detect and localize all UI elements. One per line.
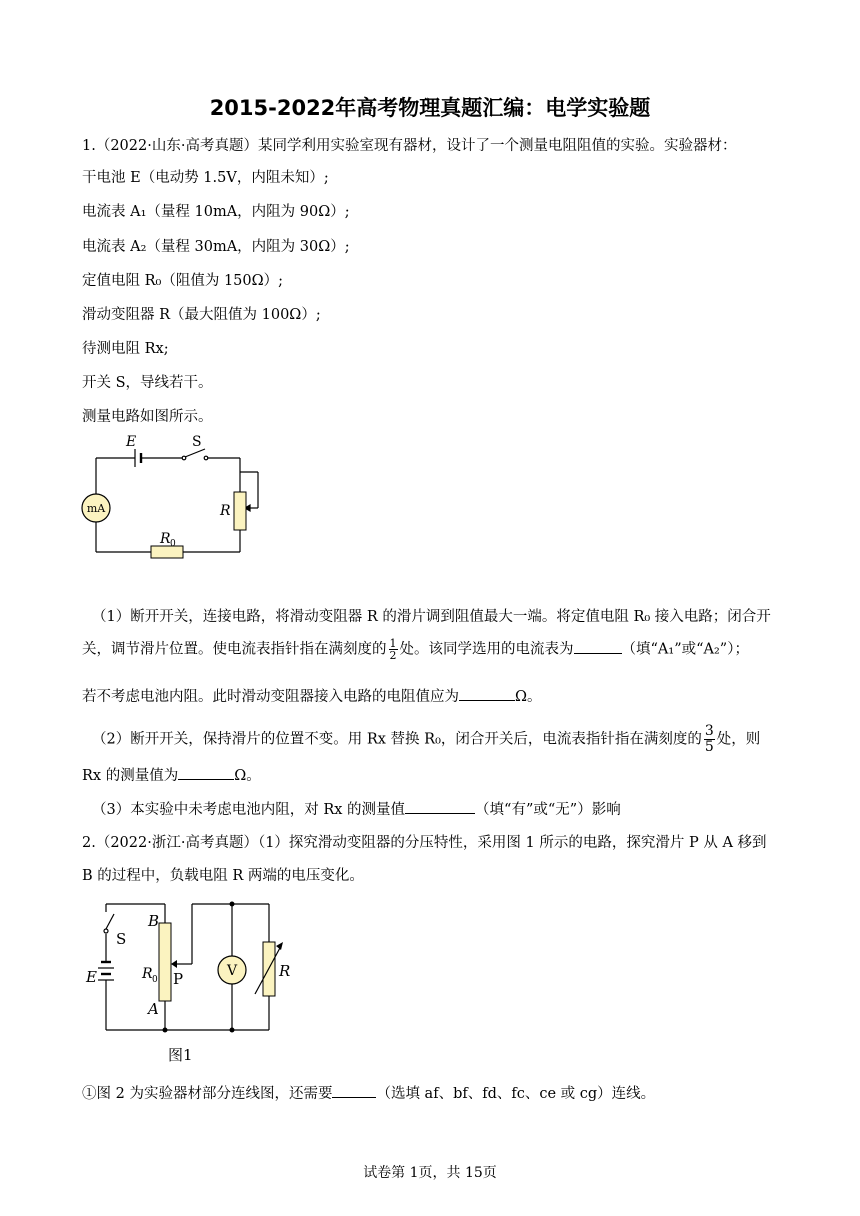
circuit-diagram-1 <box>78 432 278 567</box>
answer-blank-effect[interactable] <box>405 799 475 814</box>
q1-header: 1.（2022·山东·高考真题）某同学利用实验室现有器材，设计了一个测量电阻阻值的实验。实验器材： <box>82 138 737 154</box>
fraction-denominator: 5 <box>704 739 714 755</box>
q1-part3-text: （3）本实验中未考虑电池内阻，对 Rx 的测量值 <box>92 802 406 818</box>
q1-item: 滑动变阻器 R（最大阻值为 100Ω）; <box>82 307 321 323</box>
switch-label: S <box>116 930 127 948</box>
slider-label: P <box>173 970 184 988</box>
ammeter-label: mA <box>86 502 106 515</box>
figure-caption: 图1 <box>168 1046 193 1064</box>
page-footer: 试卷第 1页，共 15页 <box>363 1165 497 1181</box>
answer-blank-connection[interactable] <box>332 1083 376 1098</box>
q1-part2-text: Rx 的测量值为 <box>82 768 179 784</box>
battery-label: E <box>126 434 137 450</box>
q1-part1-text: （填“A₁”或“A₂”）； <box>621 641 749 658</box>
q1-item: 干电池 E（电动势 1.5V，内阻未知）; <box>82 170 329 186</box>
answer-blank-ammeter[interactable] <box>574 639 622 654</box>
q2-header: 2.（2022·浙江·高考真题）（1）探究滑动变阻器的分压特性，采用图 1 所示的电路，探究滑片 P 从 A 移到 <box>82 835 767 851</box>
terminal-b-label: B <box>148 912 160 930</box>
q1-item: 待测电阻 Rx; <box>82 341 169 357</box>
q1-part1-line1: （1）断开开关，连接电路，将滑动变阻器 R 的滑片调到阻值最大一端。将定值电阻 R₀ 接入电路；闭合开 <box>92 609 771 625</box>
fraction-one-half <box>389 638 398 661</box>
q1-item: 定值电阻 R₀（阻值为 150Ω）; <box>82 273 284 289</box>
q1-part3-text: （填“有”或“无”）影响 <box>475 802 621 818</box>
q1-item: 开关 S，导线若干。 <box>82 375 213 391</box>
fraction-numerator: 1 <box>389 637 397 650</box>
answer-blank-rx-value[interactable] <box>178 765 234 780</box>
q2-sub1-text: ①图 2 为实验器材部分连线图，还需要 <box>82 1086 333 1102</box>
load-resistor-label: R <box>279 962 291 980</box>
q1-item: 电流表 A₁（量程 10mA，内阻为 90Ω）; <box>82 204 350 220</box>
terminal-a-label: A <box>148 1000 159 1018</box>
q2-header-cont: B 的过程中，负载电阻 R 两端的电压变化。 <box>82 868 364 884</box>
circuit-diagram-2 <box>80 898 300 1068</box>
q1-part1-unit: Ω。 <box>515 689 542 705</box>
q1-part2-unit: Ω。 <box>234 768 261 784</box>
q1-part2-text: 处，则 <box>716 731 761 748</box>
fixed-resistor-subscript: 0 <box>170 539 176 549</box>
battery-label: E <box>86 968 97 986</box>
q1-part2-text: （2）断开开关，保持滑片的位置不变。用 Rx 替换 R₀，闭合开关后，电流表指针指在满刻度的 <box>92 731 702 748</box>
q1-part1-text: 若不考虑电池内阻。此时滑动变阻器接入电路的电阻值应为 <box>82 689 459 705</box>
fraction-numerator: 3 <box>704 723 714 739</box>
rheostat-label: R <box>142 966 153 982</box>
q1-part1-text: 处。该同学选用的电流表为 <box>399 641 574 658</box>
q1-part1-text: 关，调节滑片位置。使电流表指针指在满刻度的 <box>82 641 387 658</box>
fraction-three-fifths <box>704 724 715 755</box>
fixed-resistor-label: R <box>160 531 171 547</box>
q1-item: 电流表 A₂（量程 30mA，内阻为 30Ω）; <box>82 239 350 255</box>
switch-label: S <box>192 434 202 450</box>
page-title: 2015-2022年高考物理真题汇编：电学实验题 <box>209 96 651 120</box>
q1-item: 测量电路如图所示。 <box>82 409 213 425</box>
rheostat-label: R <box>220 503 231 519</box>
voltmeter-label: V <box>226 963 238 979</box>
rheostat-subscript: 0 <box>152 975 158 985</box>
q2-sub1-text: （选填 af、bf、fd、fc、ce 或 cg）连线。 <box>376 1086 656 1102</box>
answer-blank-rheostat-resistance[interactable] <box>459 686 515 701</box>
fraction-denominator: 2 <box>389 649 397 662</box>
